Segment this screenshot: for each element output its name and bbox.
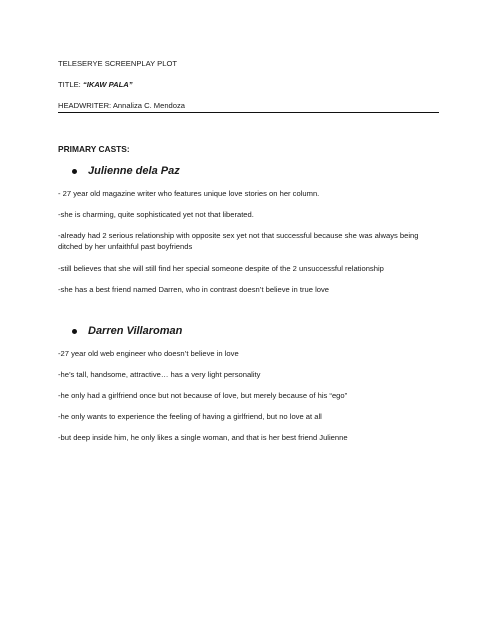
bullet-icon xyxy=(72,169,77,174)
character-line: - 27 year old magazine writer who features unique love stories on her column. xyxy=(58,189,320,198)
character-line: -he’s tall, handsome, attractive… has a very light personality xyxy=(58,370,261,379)
character-line: -already had 2 serious relationship with opposite sex yet not that successful because she was always being ditched by her unfaithful past boyfriends xyxy=(58,231,419,251)
character-line: -she has a best friend named Darren, who in contrast doesn’t believe in true love xyxy=(58,285,329,294)
title-label: TITLE: xyxy=(58,80,83,89)
header-divider xyxy=(58,112,439,113)
character-line: -she is charming, quite sophisticated yet not that liberated. xyxy=(58,210,254,219)
character-line: -he only had a girlfriend once but not because of love, but merely because of his “ego” xyxy=(58,391,348,400)
doc-type-line: TELESERYE SCREENPLAY PLOT xyxy=(58,59,178,68)
character-line: -but deep inside him, he only likes a single woman, and that is her best friend Julienne xyxy=(58,433,348,442)
headwriter-line: HEADWRITER: Annaliza C. Mendoza xyxy=(58,101,186,110)
character-name: Darren Villaroman xyxy=(88,325,183,337)
character-line: -still believes that she will still find her special someone despite of the 2 unsuccessful relationship xyxy=(58,264,384,273)
title-value: “IKAW PALA” xyxy=(82,80,133,89)
character-name: Julienne dela Paz xyxy=(88,165,180,177)
character-line: -he only wants to experience the feeling of having a girlfriend, but no love at all xyxy=(58,412,322,421)
bullet-icon xyxy=(72,329,77,334)
section-heading: PRIMARY CASTS: xyxy=(58,144,130,154)
title-line xyxy=(58,80,133,91)
character-line: -27 year old web engineer who doesn’t believe in love xyxy=(58,349,239,358)
